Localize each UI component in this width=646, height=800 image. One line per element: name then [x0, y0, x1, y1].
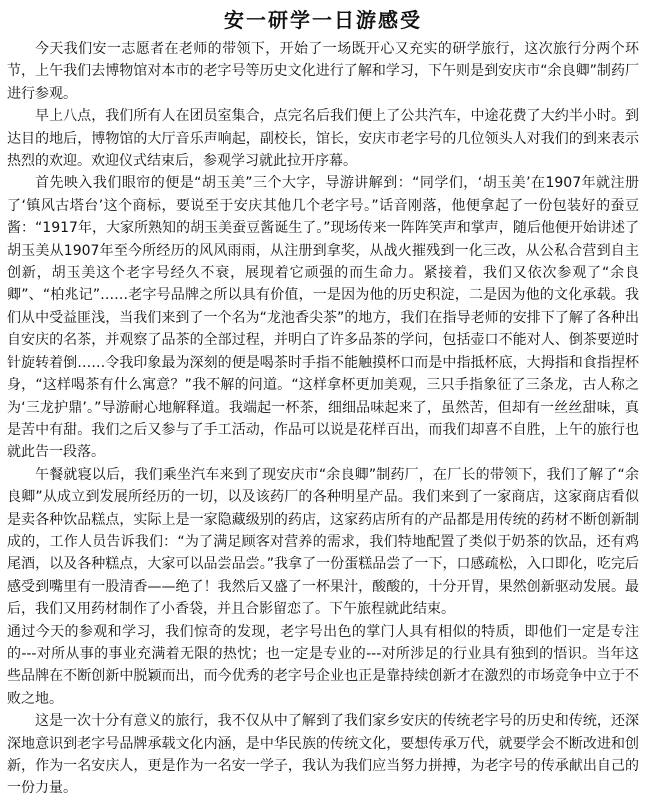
- paragraph-intro: 今天我们安一志愿者在老师的带领下，开始了一场既开心又充实的研学旅行，这次旅行分两个环节，上午我们去博物馆对本市的老字号等历史文化进行了解和学习，下午则是到安庆市“余良卿”制药厂进行参观。: [7, 41, 639, 102]
- paragraph-reflection: 通过今天的参观和学习，我们惊奇的发现，老字号出色的掌门人具有相似的特质，即他们一定是专注的---对所从事的事业充满着无限的热忱；也一定是专业的---对所涉足的行业具有独到的悟识。当年这些品牌在不断创新中脱颖而出，而今优秀的老字号企业也正是靠持续创新才在激烈的市场竞争中立于不败之地。: [7, 623, 639, 707]
- paragraph-afternoon-factory: 午餐就寝以后，我们乘坐汽车来到了现安庆市“余良卿”制药厂，在厂长的带领下，我们了解了“余良卿”从成立到发展所经历的一切，以及该药厂的各种明星产品。我们来到了一家商店，这家商店看似是卖各种饮品糕点，实际上是一家隐藏级别的药店，这家药店所有的产品都是用传统的药材不断创新制成的，工作人员告诉我们：“为了满足顾客对营养的需求，我们特地配置了类似于奶茶的饮品，还有鸡尾酒，以及各种糕点，大家可以品尝品尝。”我拿了一份蛋糕品尝了一下，口感疏松，入口即化，吃完后感受到嘴里有一股清香——绝了！我然后又盛了一杯果汁，酸酸的，十分开胃，果然创新驱动发展。最后，我们又用药材制作了小香袋，并且合影留恋了。下午旅程就此结束。: [7, 466, 639, 618]
- paragraph-morning-arrival: 早上八点，我们所有人在团员室集合，点完名后我们便上了公共汽车，中途花费了大约半小时。到达目的地后，博物馆的大厅音乐声响起，副校长，馆长，安庆市老字号的几位领头人对我们的到来表示热烈的欢迎。欢迎仪式结束后，参观学习就此拉开序幕。: [7, 108, 639, 170]
- paragraph-museum-visit: 首先映入我们眼帘的便是“胡玉美”三个大字，导游讲解到：“同学们，‘胡玉美’在1907年就注册了‘镇风古塔台’这个商标，要说至于安庆其他几个老字号。”话音刚落，他便拿起了一份包装好的蚕豆酱：“1917年，大家所熟知的胡玉美蚕豆酱诞生了。”现场传来一阵阵笑声和掌声，随后他便开始讲述了胡玉美从1907年至今所经历的风风雨雨，从注册到拿奖，从战火摧残到一化三改，从公私合营到自主创新，胡玉美这个老字号经久不衰，展现着它顽强的而生命力。紧接着，我们又依次参观了“余良卿”、“柏兆记”……老字号品牌之所以具有价值，一是因为他的历史积淀，二是因为他的文化承载。我们从中受益匪浅，当我们来到了一个名为“龙池香尖茶”的地方，我们在指导老师的安排下了解了各种出自安庆的名茶，并观察了品茶的全部过程，并明白了许多品茶的学问，包括壶口不能对人、倒茶要逆时针旋转着倒……令我印象最为深刻的便是喝茶时手指不能触摸杯口而是中指抵杯底，大拇指和食指捏杯身，“这样喝茶有什么寓意？”我不解的问道。“这样拿杯更加美观，三只手指象征了三条龙，古人称之为‘三龙护鼎’。”导游耐心地解释道。我端起一杯茶，细细品味起来了，虽然苦，但却有一丝丝甜味，真是苦中有甜。我们之后又参与了手工活动，作品可以说是花样百出，而我们却喜不自胜，上午的旅行也就此告一段落。: [7, 175, 639, 461]
- paragraph-conclusion: 这是一次十分有意义的旅行，我不仅从中了解到了我们家乡安庆的传统老字号的历史和传统，还深深地意识到老字号品牌承载文化内涵，是中华民族的传统文化，要想传承万代，就要学会不断改进和创新，作为一名安庆人，更是作为一名安一学子，我认为我们应当努力拼搏，为老字号的传承献出自己的一份力量。: [7, 713, 639, 797]
- page-title: 安一研学一日游感受: [224, 8, 422, 32]
